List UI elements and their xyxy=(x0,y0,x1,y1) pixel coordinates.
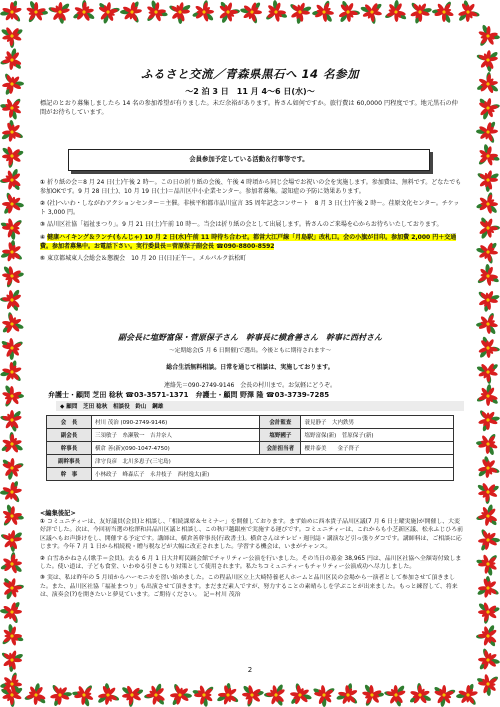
consultation-notice: 総合生活無料相談。日常を通じて相談は、実施しております。 xyxy=(166,364,334,371)
poinsettia-icon xyxy=(286,681,316,707)
editor-note-list xyxy=(40,518,464,603)
poinsettia-icon xyxy=(118,0,144,24)
poinsettia-icon xyxy=(211,0,242,28)
officers-table xyxy=(46,415,454,481)
poinsettia-icon xyxy=(70,683,96,707)
poinsettia-icon xyxy=(472,69,500,101)
poinsettia-icon xyxy=(331,0,363,28)
poinsettia-icon xyxy=(471,332,500,364)
editor-note-title: <編集後記> xyxy=(40,510,76,517)
poinsettia-icon xyxy=(473,236,500,266)
poinsettia-icon xyxy=(476,528,500,554)
poinsettia-icon xyxy=(92,680,122,707)
poinsettia-icon xyxy=(0,117,26,147)
poinsettia-icon xyxy=(473,620,500,651)
intro-text: 標記のとおり募集しましたら 14 名の参加希望が有りました。未だ余裕があります。皆さん如何ですか。旅行費は 60,0000 円程度です。地元黒石の仲間がお待ちしています。 xyxy=(40,100,458,116)
poinsettia-icon xyxy=(0,139,28,171)
poinsettia-icon xyxy=(383,0,410,25)
poinsettia-icon xyxy=(476,263,500,288)
table-row: 幹 事 小林政子 峰森広子 永井枝子 西村逸太(新) xyxy=(47,468,454,481)
schedule-heading-box xyxy=(68,149,430,171)
list-item: ③ 実は、私は昨年の 5 月頃からハーモニカを習い始めました。この程品川区立上大崎特養老人ホームと品川区民の会場から一演者として参加させて頂きました。また、品川区社協「福祉まつり」も出演させて頂きます。まだまだ素人ですが、努力することの素晴らしを学ぶことが出来ました。もっと練習して、将来は、演奏会(?)を開きたいと夢見ています。ご期待ください。 記＝村川 茂治 xyxy=(40,575,458,599)
poinsettia-icon xyxy=(167,0,196,27)
poinsettia-icon xyxy=(288,0,315,26)
poinsettia-icon xyxy=(49,684,73,707)
list-item: ② 白雪あかねさん(歌手＝会員)。去る 6 月 1 日大井町民踊会館でチャリティー公演を行いました。その当日の募金 38,965 円は、品川区社協へ全額寄付致しました。使い道は、子ども食堂、いわゆる引きこもり対策として使用されます。私たちコミュニティーもチャリティー公演成功へ尽力しました。 xyxy=(40,555,462,571)
table-row: 副会長 三須敏子 糸瀬敬一 吉井奈人 塩野國子 塩野富保(新) 菅原保子(新) xyxy=(47,429,454,442)
poinsettia-icon xyxy=(0,310,28,340)
poinsettia-icon xyxy=(475,673,499,697)
poinsettia-icon xyxy=(0,597,25,625)
poinsettia-icon xyxy=(0,429,28,461)
poinsettia-icon xyxy=(472,93,500,124)
poinsettia-icon xyxy=(475,553,499,577)
poinsettia-icon xyxy=(455,682,478,706)
poinsettia-icon xyxy=(309,0,339,28)
poinsettia-icon xyxy=(474,646,500,675)
poinsettia-icon xyxy=(0,549,28,581)
poinsettia-icon xyxy=(410,1,433,24)
poinsettia-icon xyxy=(167,682,194,707)
schedule-heading: 会員参加予定している活動＆行事等です。 xyxy=(189,156,309,163)
poinsettia-icon xyxy=(0,238,24,265)
poinsettia-icon xyxy=(213,681,241,707)
poinsettia-icon xyxy=(0,336,24,363)
poinsettia-icon xyxy=(474,500,500,530)
poinsettia-icon xyxy=(0,502,26,528)
poinsettia-icon xyxy=(471,213,500,245)
list-item: ① コミュニティーは、友好議員(会員)と相談し、「相続課席＆セミナー」を開催しております。まず始めに西本貴子品川区議(7 月 6 日土曜実施)が開催し、大変好評でした。次は、今回初当選の松澤和昌品川区議と相談し、この秋戸越銀座で実施する運びです。コミュニティーは、これからも小芝新区議、松永ふじひろ前区議へもお声掛けをし、開催する予定です。講師は、横倉善幹事長(行政書士)。横倉さんはテレビ・週刊誌・講演など引っ張りダコです。講師料は、ご相談に応じます。今年 7 月 1 日から相続税・贈与税などが大幅に改正されました。学習する機会は、いまがチャンス。 xyxy=(40,519,464,551)
poinsettia-icon xyxy=(472,190,500,221)
poinsettia-icon xyxy=(192,685,215,707)
poinsettia-icon xyxy=(237,0,266,25)
poinsettia-icon xyxy=(451,0,482,28)
table-row: 副幹事長 津守良彦 北川多恵子(三宅島) xyxy=(47,455,454,468)
poinsettia-icon xyxy=(22,0,50,25)
table-row: 会 長 村川 茂治 (090-2749-9146) 会計監査 蓑見静子 大内鉄男 xyxy=(47,416,454,429)
poinsettia-icon xyxy=(0,72,25,98)
poinsettia-icon xyxy=(116,678,148,707)
event-item-hiking: ④ 健康ハイキング＆ランチ(もんじゃ) 10 月 2 日(水)午前 11 時待ち合わせ。都営大江戸線「月島駅」改札口。会の小旗が目印。参加費 2,000 円＋交通費。参加者募集中。お電話下さい。実行委員長＝菅原保子副会長 ☎090-8800-8592 xyxy=(40,233,457,250)
event-item: ② (社)へいわ・しながわアクションセンター＝主催。非核平和都市品川宣言 35 周年記念コンサート 8 月 3 日(土)午後 2 時〜。荏原文化センター。チケット 3,000 円。 xyxy=(40,200,460,216)
poinsettia-icon xyxy=(475,381,500,409)
poinsettia-icon xyxy=(474,118,500,145)
poinsettia-icon xyxy=(0,573,26,604)
poinsettia-icon xyxy=(0,164,29,195)
poinsettia-icon xyxy=(92,0,122,28)
poinsettia-icon xyxy=(236,678,267,707)
poinsettia-icon xyxy=(334,682,359,707)
poinsettia-icon xyxy=(22,680,51,707)
poinsettia-icon xyxy=(472,355,500,386)
poinsettia-icon xyxy=(472,573,500,602)
poinsettia-icon xyxy=(265,0,289,23)
poinsettia-icon xyxy=(477,143,500,166)
poinsettia-icon xyxy=(0,217,23,240)
trip-dates: 〜2 泊 3 日 11 月 4〜6 日(水)〜 xyxy=(185,87,315,96)
poinsettia-icon xyxy=(476,288,500,314)
poinsettia-icon xyxy=(474,45,500,76)
event-item: ① 折り紙の会＝8 月 24 日(土)午後 2 時〜。この日の折り紙の会後、午後 4 時頃から同じ会場でお祝いの会を実施します。参加費は、無料です。どなたでも参加OKです。9 月 28 日(土)、10 月 19 日(土)＝品川区中小企業センター。参加者募集。認知症の予防に効果あります。 xyxy=(40,179,462,195)
poinsettia-icon xyxy=(475,166,500,195)
poinsettia-icon xyxy=(0,479,23,504)
poinsettia-icon xyxy=(0,0,22,23)
poinsettia-icon xyxy=(0,19,27,51)
poinsettia-icon xyxy=(472,475,500,507)
new-officers-line: 副会長に塩野富保・菅原保子さん 幹事長に横倉善さん 幹事に西村さん xyxy=(118,333,382,342)
poinsettia-icon xyxy=(0,380,27,409)
poinsettia-icon xyxy=(68,0,100,29)
poinsettia-icon xyxy=(472,595,500,626)
poinsettia-icon xyxy=(0,359,23,383)
poinsettia-icon xyxy=(0,525,28,555)
event-list xyxy=(40,179,464,268)
poinsettia-icon xyxy=(381,679,413,707)
poinsettia-icon xyxy=(471,452,500,483)
poinsettia-icon xyxy=(356,0,387,26)
poinsettia-icon xyxy=(261,679,293,707)
poinsettia-icon xyxy=(474,431,500,458)
page-number: 2 xyxy=(247,666,253,674)
event-item: ⑤ 東京都城東人会総会＆懇親会 10 月 20 日(日)正午〜。メルパルク浜松町 xyxy=(40,255,247,263)
poinsettia-icon xyxy=(429,682,458,707)
poinsettia-icon xyxy=(0,191,27,219)
page-title: ふるさと交流／青森県黒石へ 14 名参加 xyxy=(140,67,359,81)
poinsettia-icon xyxy=(473,310,500,340)
poinsettia-icon xyxy=(0,96,24,121)
poinsettia-icon xyxy=(0,259,27,290)
poinsettia-icon xyxy=(429,0,457,27)
contact-lawyers: 弁護士・顧問 芝田 稔秋 ☎03-3571-1371 弁護士・顧問 野澤 隆 ☎03-3739-7285 xyxy=(48,391,330,399)
advisors-line: ◆ 顧問 芝田 稔秋 相談役 鈴山 鋼雄 xyxy=(56,401,464,411)
poinsettia-icon xyxy=(478,409,500,432)
event-item: ③ 品川区社協「福祉まつり」。9 月 21 日(土)午前 10 時〜。当会は折り紙の会として出展します。皆さんのご来場を心からお待ちいたしております。 xyxy=(40,221,443,229)
poinsettia-icon xyxy=(310,683,336,707)
poinsettia-icon xyxy=(188,0,220,29)
contact-office: 連絡先＝090-2749-9146 会長の村川まで。お気軽にどうぞ。 xyxy=(163,382,337,389)
poinsettia-icon xyxy=(0,404,29,435)
poinsettia-icon xyxy=(142,679,173,707)
poinsettia-icon xyxy=(0,646,27,674)
poinsettia-icon xyxy=(357,679,387,707)
poinsettia-icon xyxy=(46,0,77,28)
poinsettia-icon xyxy=(144,0,169,23)
poinsettia-icon xyxy=(0,284,29,316)
table-row: 幹事長 横倉 善(新)(090-1047-4750) 会計担当者 櫻井泰美 金子啓子 xyxy=(47,442,454,455)
newsletter-page xyxy=(28,26,472,681)
poinsettia-icon xyxy=(1,624,24,646)
poinsettia-icon xyxy=(0,45,28,75)
poinsettia-icon xyxy=(475,21,500,48)
poinsettia-icon xyxy=(0,454,26,483)
new-officers-note: 〜定期総会(5 月 6 日開催)で選出。今後ともに期待されます〜 xyxy=(168,348,332,354)
poinsettia-icon xyxy=(405,681,436,707)
